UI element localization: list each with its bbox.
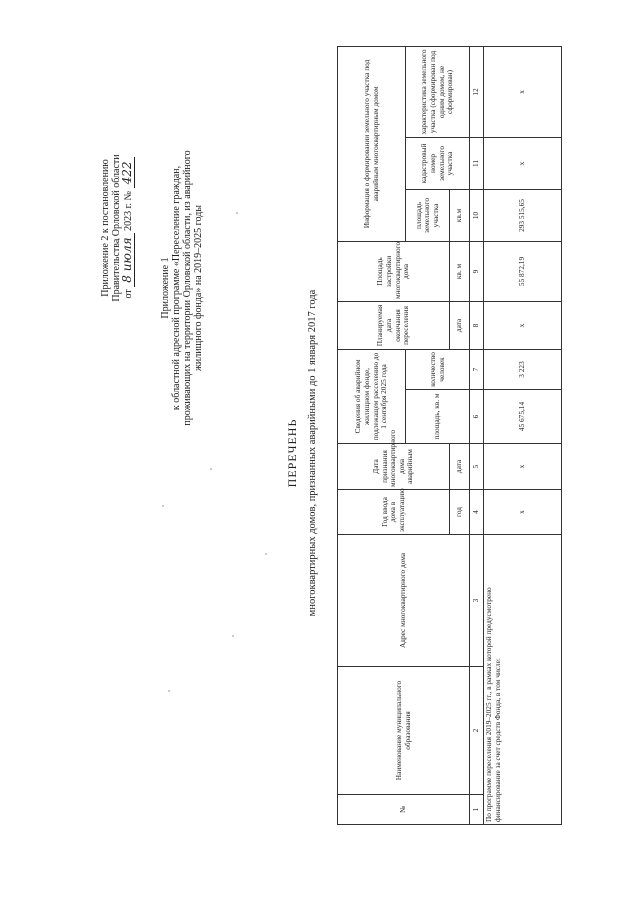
header-residents: количество человек (406, 349, 470, 389)
appendix-line-4: жилищного фонда» на 2019–2025 годы (193, 204, 204, 372)
summary-label: По программе переселения 2019–2025 гг., в рамках которой предусмотрено финансирование за счет средств Фонда, в том числе: (484, 535, 562, 825)
header-land-info: Информация о формировании земельного участка под аварийным многоквартирным домом (338, 46, 406, 241)
summary-land-area: 293 515,65 (484, 189, 562, 241)
col-number: 5 (470, 444, 484, 490)
header-address: Адрес многоквартирного дома (338, 535, 470, 667)
appendix-block (160, 123, 204, 453)
column-number-row (470, 46, 484, 824)
summary-year: x (484, 490, 562, 535)
header-no: № (338, 795, 470, 825)
col-number: 10 (470, 189, 484, 241)
unit-date-1: дата (450, 444, 470, 490)
summary-area: 45 675,14 (484, 390, 562, 444)
appendix-line-1: Приложение 1 (160, 257, 171, 319)
header-emergency-info: Сведения об аварийном жилищном фонде, подлежащем расселению до 1 сентября 2025 года (338, 349, 406, 443)
summary-residents: 3 223 (484, 349, 562, 389)
header-municipality: Наименование муниципального образования (338, 667, 470, 795)
col-number: 1 (470, 795, 484, 825)
summary-date-emergency: x (484, 444, 562, 490)
col-number: 11 (470, 137, 484, 189)
approval-line-1: Приложение 2 к постановлению (100, 159, 111, 297)
col-number: 2 (470, 667, 484, 795)
header-area: площадь, кв. м (406, 390, 470, 444)
header-year: Год ввода дома в эксплуатацию (338, 490, 450, 535)
document-title: ПЕРЕЧЕНЬ (285, 418, 299, 488)
col-number: 4 (470, 490, 484, 535)
header-date-emergency: Дата признания многоквартирного дома аварийным (338, 444, 450, 490)
document-subtitle: многоквартирных домов, признанных аварийными до 1 января 2017 года (307, 289, 318, 617)
header-row-1 (338, 46, 406, 824)
col-number: 7 (470, 349, 484, 389)
unit-date-2: дата (450, 301, 470, 349)
approval-line-3 (122, 113, 134, 343)
unit-building: кв. м (450, 241, 470, 301)
header-planned-date: Планируемая дата окончания переселения (338, 301, 450, 349)
summary-row (484, 46, 562, 824)
unit-land: кв.м (450, 189, 470, 241)
col-number: 8 (470, 301, 484, 349)
housing-table (337, 46, 562, 825)
summary-cadastral: x (484, 137, 562, 189)
col-number: 9 (470, 241, 484, 301)
header-land-area: площадь земельного участка (406, 189, 450, 241)
approval-year: 2023 г. № (123, 190, 134, 231)
header-land-char: характеристика земельного участка (сформирован под одним домом, не сформирован) (406, 46, 470, 137)
summary-land-char: x (484, 46, 562, 137)
appendix-line-3: проживающих на территории Орловской области, из аварийного (182, 150, 193, 426)
header-building-area: Площадь застройки многоквартирного дома (338, 241, 450, 301)
col-number: 6 (470, 390, 484, 444)
approval-block (100, 113, 134, 343)
handwritten-date: 8 июля (120, 233, 135, 286)
approval-line-2: Правительства Орловской области (111, 154, 122, 302)
document-page (40, 43, 600, 863)
header-cadastral: кадастровый номер земельного участка (406, 137, 470, 189)
appendix-line-2: к областной адресной программе «Переселение граждан, (171, 165, 182, 411)
col-number: 3 (470, 535, 484, 667)
approval-prefix: от (123, 289, 134, 299)
summary-building-area: 55 872,19 (484, 241, 562, 301)
summary-planned-date: x (484, 301, 562, 349)
unit-year: год (450, 490, 470, 535)
col-number: 12 (470, 46, 484, 137)
handwritten-number: 422 (120, 158, 135, 189)
